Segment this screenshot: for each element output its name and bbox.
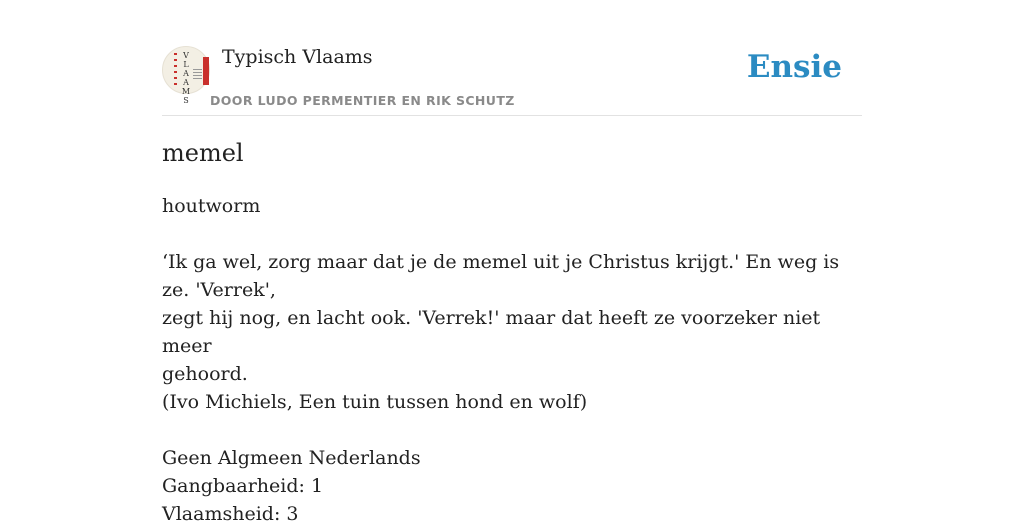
meta-vlaamsheid: Vlaamsheid: 3 [162, 503, 299, 525]
entry-title: memel [162, 139, 244, 167]
blog-avatar[interactable] [162, 46, 210, 105]
entry-body [162, 192, 862, 528]
quote-line: ‘Ik ga wel, zorg maar dat je de memel uit je Christus krijgt.' En weg is ze. 'Verrek', [162, 251, 840, 301]
meta-standard: Geen Algmeen Nederlands [162, 447, 421, 469]
spacer [162, 416, 862, 444]
brand-logo-link[interactable]: Ensie [746, 49, 842, 85]
header [162, 0, 862, 116]
avatar-letters: V L A A M S [181, 51, 191, 105]
meta-gangbaarheid: Gangbaarheid: 1 [162, 475, 324, 497]
quote-line: gehoord. [162, 363, 248, 385]
spacer [162, 220, 862, 248]
blog-title[interactable]: Typisch Vlaams [222, 46, 373, 68]
page-container [162, 0, 862, 525]
avatar-decoration [174, 53, 177, 87]
avatar-decoration-lines [193, 69, 202, 79]
quote-line: zegt hij nog, en lacht ook. 'Verrek!' maar dat heeft ze voorzeker niet meer [162, 307, 821, 357]
avatar-accent-bar [203, 57, 209, 85]
quote-source: (Ivo Michiels, Een tuin tussen hond en wolf) [162, 391, 588, 413]
entry-definition: houtworm [162, 195, 261, 217]
byline: DOOR LUDO PERMENTIER EN RIK SCHUTZ [210, 93, 515, 108]
